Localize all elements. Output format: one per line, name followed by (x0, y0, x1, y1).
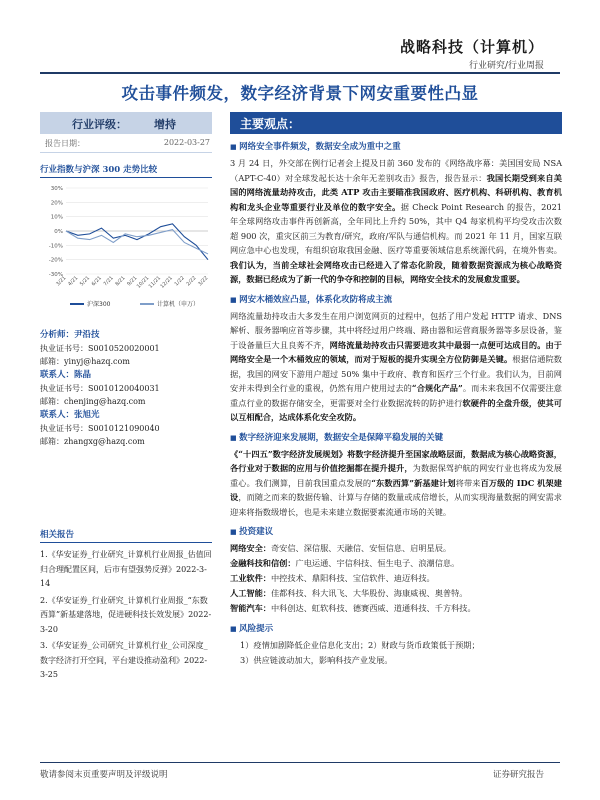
x-tick-label: 10/21 (135, 275, 151, 290)
report-date-label: 报告日期： (45, 139, 85, 148)
analyst-1 (40, 328, 212, 368)
section-heading: ■ 网安木桶效应凸显，体系化攻防将成主流 (230, 293, 562, 307)
rating-box (40, 112, 212, 134)
y-tick-label: 30% (50, 186, 63, 192)
para-text: 3 月 24 日，外交部在例行记者会上提及日前 360 发布的《网络战序幕：美国国安局 NSA（APT-C-40）对全球发起长达十余年无差别攻击》报告，报告显示： (230, 158, 562, 183)
report-category: 行业研究/行业周报 (468, 61, 544, 71)
x-tick-label: 5/21 (78, 275, 92, 288)
para-emphasis: 《“十四五”数字经济发展规划》将数字经济提升至国家战略层面，数据成为核心战略资源，各行业对于数据的应用与价值挖掘都在提升提升， (230, 448, 562, 473)
para-text: 。而未来我国不仅需要注意重点行业的数据存储安全，更需要对全行业数据流转的防护进行 (230, 383, 562, 408)
related-reports-title: 相关报告 (40, 528, 212, 543)
footer-divider (40, 762, 560, 763)
legend-label: 沪深300 (87, 301, 111, 308)
contact-name: 张旭光 (74, 410, 100, 420)
x-tick-label: 6/21 (90, 275, 103, 288)
para-text: 将带来 (455, 477, 481, 488)
x-tick-label: 1/22 (173, 275, 186, 288)
analyst-role: 分析师： (40, 330, 75, 340)
investment-row (230, 556, 562, 571)
chart-section-title: 行业指数与沪深 300 走势比较 (40, 163, 212, 178)
main-content (230, 112, 562, 668)
para-emphasis: “合规化产品” (411, 383, 463, 393)
related-reports-list (40, 548, 212, 685)
stock-list: 中科创达、虹软科技、德赛西威、道通科技、千方科技。 (270, 603, 476, 613)
investment-heading: ■ 投资建议 (230, 525, 562, 539)
investment-row (230, 586, 562, 601)
y-tick-label: -10% (48, 243, 63, 250)
mail-label: 邮箱： (40, 397, 64, 406)
analyst-2 (40, 368, 212, 408)
investment-row (230, 571, 562, 586)
analyst-block (40, 328, 212, 448)
para-emphasis: 网络流量劫持攻击只需要进攻其中最弱一点便可达成目的。由于网络安全是一个木桶效应的领域，而对于短板的提升实现全方位防御是关键。 (230, 339, 562, 364)
sector-label: 网络安全： (230, 543, 271, 553)
para-text: 据 Check Point Research 的报告，2021 年全球网络攻击事件再创新高，全年同比上升约 50%，其中 Q4 每家机构平均受攻击次数超 900 次，重灾区前三为教育/研究，政府/军队与通信机构。而 2021 年 11 月，国家互联网应急中心也发现，有组织窃取我国金融、医疗等重要领域信息系统源代码，在境外售卖。 (230, 201, 562, 255)
stock-list: 奇安信、深信服、天融信、安恒信息、启明星辰。 (270, 543, 452, 553)
sector-label: 人工智能： (230, 588, 271, 598)
series-line-0 (66, 224, 208, 260)
para-text: 为数据保驾护航的网安行业也将成为发展重心。我们测算，目前我国重点发展的 (230, 463, 562, 488)
contact-role: 联系人： (40, 410, 75, 420)
contact-role: 联系人： (40, 370, 75, 380)
para-emphasis: 软硬件的全盘升级，使其可以互相配合，达成体系化安全攻防。 (230, 397, 562, 422)
para-text: 根据信通院数据，我国的网安下游用户超过 50% 集中于政府、教育和医疗三个行业。我们认为，目前网安并未得到全行业的重视，仍然有用户使用过去的 (230, 354, 562, 393)
x-tick-label: 3/21 (55, 275, 68, 288)
stock-list: 佳都科技、科大讯飞、大华股份、海康威视、奥普特。 (270, 588, 468, 598)
para-emphasis: 百万级的 IDC 机架建设 (230, 477, 562, 502)
para-emphasis: 我们认为，当前全球社会网络攻击已经进入了常态化阶段，随着数据资源成为核心战略资源，数据已经成为了新一代的争夺和控制的目标，网络安全技术的发展愈发重要。 (230, 259, 562, 284)
y-tick-label: 10% (50, 214, 63, 221)
rating-label: 行业评级： (72, 118, 127, 131)
section-paragraph (230, 156, 562, 287)
key-points-title: 主要观点： (240, 117, 301, 131)
x-tick-label: 7/21 (102, 275, 115, 288)
email-link[interactable]: chenjing@hazq.com (64, 397, 146, 406)
x-tick-label: 11/21 (147, 275, 163, 290)
risk-list (230, 638, 562, 668)
investment-row (230, 541, 562, 556)
x-tick-label: 9/21 (126, 275, 139, 288)
key-points-bar (230, 112, 562, 134)
analyst-name: 尹沿技 (74, 330, 100, 340)
y-tick-label: -30% (48, 272, 63, 278)
email-link[interactable]: yinyj@hazq.com (64, 357, 130, 366)
stock-list: 中控技术、鼎阳科技、宝信软件、迪迈科技。 (270, 573, 435, 583)
chart-svg (40, 182, 212, 312)
x-tick-label: 12/21 (159, 275, 174, 290)
para-text: ，而随之而来的数据传输、计算与存储的数量或成倍增长，从而实现海量数据的网安需求迎来将指数级增长，也是未来建立数据要素流通市场的关键。 (230, 492, 562, 517)
report-date-value: 2022-03-27 (163, 138, 210, 147)
footer-label: 证券研究报告 (492, 770, 544, 780)
y-tick-label: 0% (54, 229, 63, 235)
related-report-item[interactable]: 1.《华安证券_行业研究_计算机行业周报_估值回归合理配置区间，后市有望强势反弹》2022-3-14 (40, 550, 212, 588)
y-tick-label: 20% (50, 200, 63, 207)
x-tick-label: 8/21 (114, 275, 127, 288)
x-tick-label: 3/22 (197, 275, 210, 288)
investment-row (230, 601, 562, 616)
cert-label: 执业证书号： (40, 424, 88, 433)
sector-label: 智能汽车： (230, 603, 271, 613)
cert-label: 执业证书号： (40, 384, 88, 393)
sector-label: 金融科技和信创： (230, 558, 296, 568)
para-emphasis: “东数西算”新基建计划 (371, 477, 456, 488)
para-text: 网络流量劫持攻击大多发生在用户浏览网页的过程中，包括了用户发起 HTTP 请求、DNS 解析、服务器响应首等步骤，其中将经过用户终端、路由器和运营商服务器等多层设备，鉴于设备量巨大且良莠不齐， (230, 310, 562, 350)
para-emphasis: 我国长期受到来自美国的网络流量劫持攻击，此类 ATP 攻击主要瞄准我国政府、医疗机构、科研机构、教育机构和龙头企业等重要行业及单位的数字安全。 (230, 172, 562, 212)
cert-number: S0010121090040 (88, 424, 160, 433)
stock-list: 广电运通、宇信科技、恒生电子、浪潮信息。 (295, 558, 460, 568)
risk-heading: ■ 风险提示 (230, 622, 562, 636)
report-title: 攻击事件频发，数字经济背景下网安重要性凸显 (121, 84, 479, 103)
related-report-item[interactable]: 3.《华安证券_公司研究_计算机行业_公司深度_数字经济打开空间，平台建设推动盈利》2022-3-25 (40, 641, 208, 679)
rating-value: 增持 (154, 118, 176, 131)
analyst-3 (40, 408, 212, 448)
x-tick-label: 4/21 (67, 275, 80, 288)
section-heading: ■ 数字经济迎来发展期，数据安全是保障平稳发展的关键 (230, 431, 562, 445)
header-divider (40, 72, 560, 74)
mail-label: 邮箱： (40, 437, 64, 446)
section-heading: ■ 网络安全事件频发，数据安全成为重中之重 (230, 140, 562, 154)
section-paragraph (230, 309, 562, 425)
index-comparison-chart (40, 182, 212, 312)
footer-disclaimer[interactable]: 敬请参阅末页重要声明及评级说明 (40, 770, 168, 780)
y-tick-label: -20% (48, 257, 63, 264)
cert-number: S0010120040031 (88, 384, 160, 393)
series-line-1 (66, 230, 208, 254)
company-name: 战略科技（计算机） (399, 38, 544, 56)
legend-label: 计算机（申万） (157, 301, 200, 308)
email-link[interactable]: zhangxg@hazq.com (64, 437, 145, 446)
section-paragraph (230, 447, 562, 520)
left-sidebar (40, 112, 212, 448)
contact-name: 陈晶 (74, 370, 92, 380)
report-date (40, 134, 212, 153)
cert-label: 执业证书号： (40, 344, 88, 353)
risk-item: 3）供应链波动加大，影响科技产业发展。 (240, 655, 393, 665)
risk-item: 1）疫情加剧降低企业信息化支出；2）财政与货币政策低于预期； (240, 640, 480, 650)
x-tick-label: 2/22 (185, 275, 198, 288)
related-report-item[interactable]: 2.《华安证券_行业研究_计算机行业周报_“东数西算”新基建落地，促进硬科技长效发展》2022-3-20 (40, 595, 212, 634)
sector-label: 工业软件： (230, 573, 271, 583)
investment-list (230, 541, 562, 616)
mail-label: 邮箱： (40, 357, 64, 366)
cert-number: S0010520020001 (88, 344, 160, 353)
